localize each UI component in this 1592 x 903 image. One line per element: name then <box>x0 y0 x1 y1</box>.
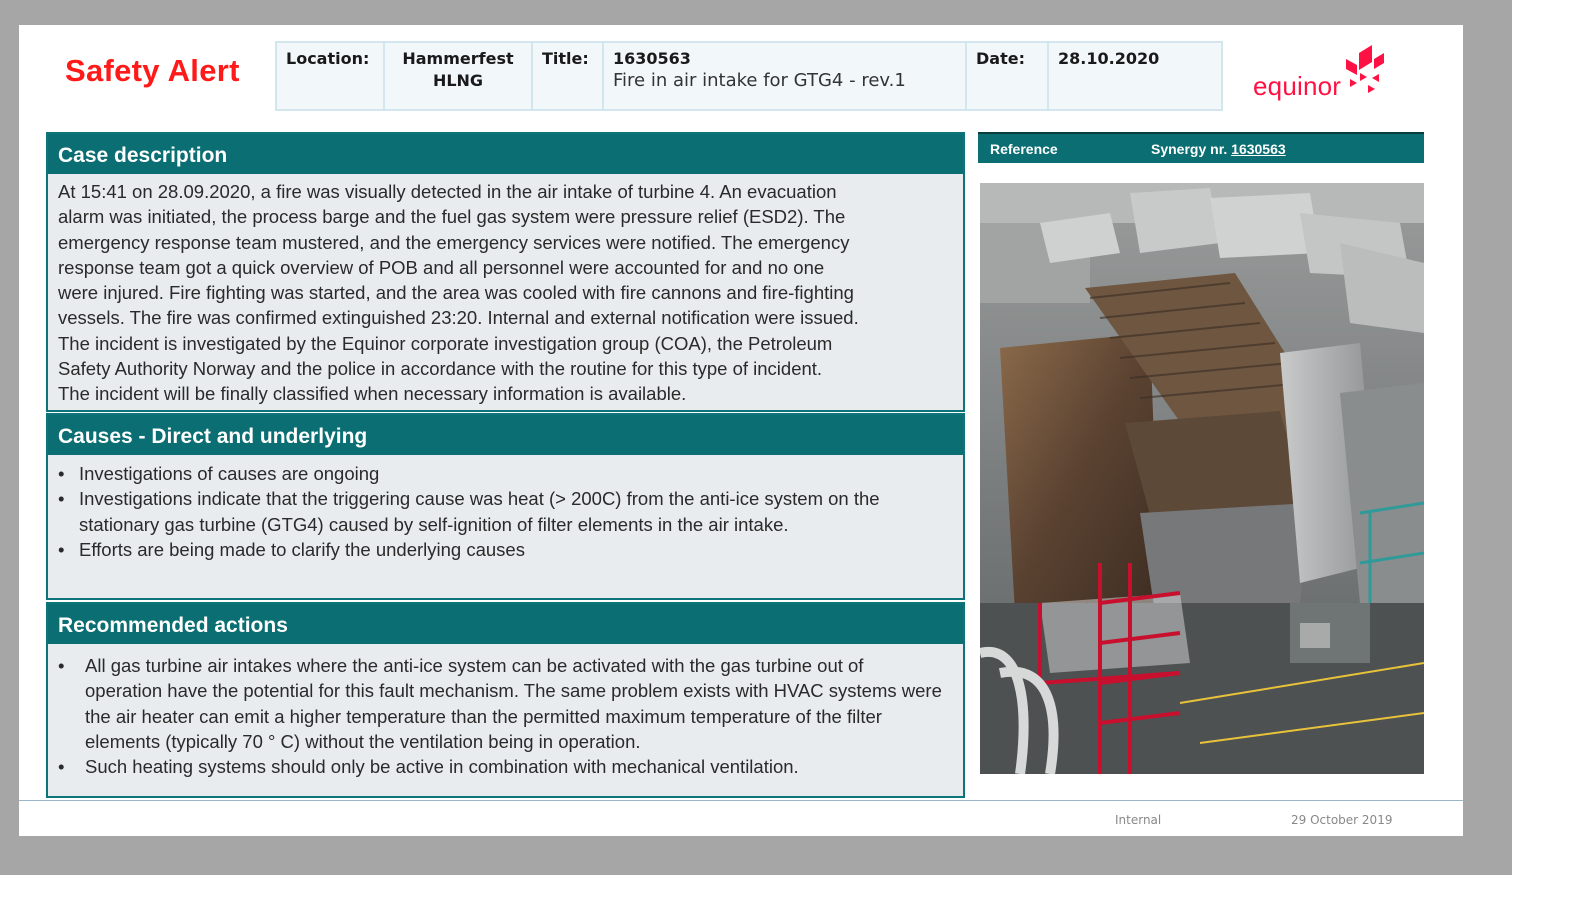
location-line-2: HLNG <box>432 71 484 90</box>
case-line: alarm was initiated, the process barge and the fuel gas system were pressure relief (ESD2). The <box>58 206 846 228</box>
title-value <box>603 42 966 110</box>
case-line: were injured. Fire fighting was started, and the area was cooled with fire cannons and fire-fighting <box>58 282 854 304</box>
title-label: Title: <box>532 42 603 110</box>
alert-info-table <box>275 41 1223 111</box>
synergy-label: Synergy nr. <box>1151 141 1228 157</box>
case-description-body <box>48 174 963 411</box>
cause-item: • Efforts are being made to clarify the underlying causes <box>58 537 953 562</box>
recommended-actions-panel <box>46 602 965 798</box>
case-line: Safety Authority Norway and the police in accordance with the routine for this type of incident. <box>58 358 823 380</box>
case-description-panel <box>46 132 965 412</box>
recommended-actions-body <box>48 644 963 783</box>
incident-photo <box>980 183 1424 774</box>
case-line: The incident is investigated by the Equinor corporate investigation group (COA), the Petroleum <box>58 332 833 354</box>
recommended-actions-heading: Recommended actions <box>48 604 963 644</box>
equinor-star-icon <box>1345 45 1385 95</box>
case-line: The incident will be finally classified when necessary information is available. <box>58 383 687 405</box>
footer-date: 29 October 2019 <box>1291 813 1393 827</box>
case-line: emergency response team mustered, and the emergency services were notified. The emergency <box>58 231 850 253</box>
date-label: Date: <box>966 42 1048 110</box>
synergy-reference <box>1151 141 1286 157</box>
case-line: response team got a quick overview of POB and all personnel were accounted for and no one <box>58 256 825 278</box>
equinor-logo <box>1253 45 1393 101</box>
title-number: 1630563 <box>613 49 691 68</box>
case-description-heading: Case description <box>48 134 963 174</box>
footer-divider <box>19 800 1463 801</box>
synergy-number-link[interactable]: 1630563 <box>1231 141 1286 157</box>
safety-alert-title: Safety Alert <box>65 53 240 88</box>
causes-panel <box>46 413 965 600</box>
date-value: 28.10.2020 <box>1048 42 1222 110</box>
turbine-air-intake-photo <box>980 183 1424 774</box>
causes-heading: Causes - Direct and underlying <box>48 415 963 455</box>
action-item: • All gas turbine air intakes where the anti-ice system can be activated with the gas turbine out of operation have the potential for this fault mechanism. The same problem exists with HVAC systems were the air heater can emit a higher temperature than the permitted maximum temperature of the filter elements (typically 70 ° C) without the ventilation being in operation. <box>58 653 943 754</box>
title-text: Fire in air intake for GTG4 - rev.1 <box>613 70 906 91</box>
case-line: vessels. The fire was confirmed extinguished 23:20. Internal and external notification were issued. <box>58 307 859 329</box>
logo-text: equinor <box>1253 71 1342 101</box>
reference-bar <box>978 132 1424 163</box>
footer-classification: Internal <box>1115 813 1162 827</box>
location-value <box>384 42 532 110</box>
causes-list <box>58 461 953 562</box>
cause-item: • Investigations of causes are ongoing <box>58 461 953 486</box>
cause-item: • Investigations indicate that the triggering cause was heat (> 200C) from the anti-ice system on the stationary gas turbine (GTG4) caused by self-ignition of filter elements in the air intake. <box>58 486 953 537</box>
action-item: • Such heating systems should only be active in combination with mechanical ventilation. <box>58 754 943 779</box>
slide <box>19 25 1463 836</box>
location-line-1: Hammerfest <box>402 49 514 68</box>
causes-body <box>48 455 963 566</box>
location-label: Location: <box>276 42 384 110</box>
actions-list <box>58 653 943 779</box>
case-line: At 15:41 on 28.09.2020, a fire was visually detected in the air intake of turbine 4. An evacuation <box>58 181 837 202</box>
reference-label: Reference <box>990 141 1058 157</box>
